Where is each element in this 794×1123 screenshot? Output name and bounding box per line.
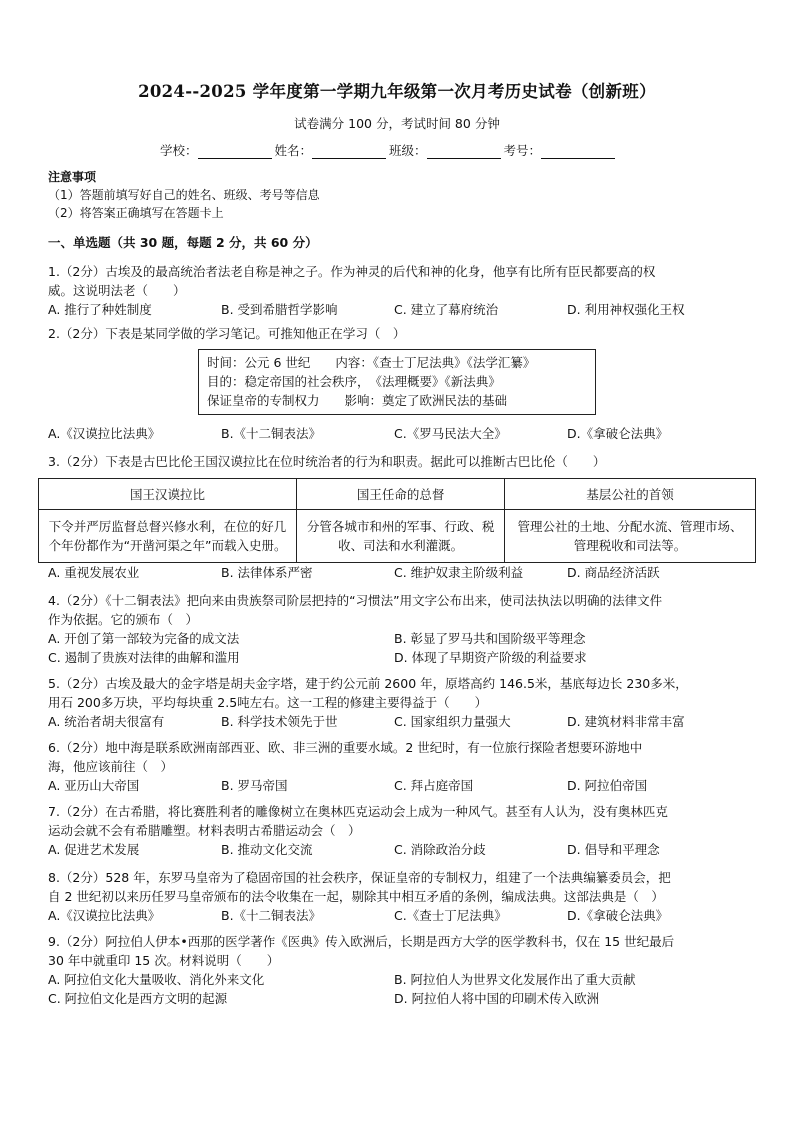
question-5	[48, 674, 748, 731]
option-a[interactable]: A. 亚历山大帝国	[48, 778, 140, 793]
question-stem: 4.（2分）《十二铜表法》把向来由贵族祭司阶层把持的“习惯法”用文字公布出来，使司法执法以明确的法律文件	[48, 593, 663, 608]
option-d[interactable]: D. 倡导和平理念	[567, 842, 660, 857]
options-row	[48, 776, 748, 795]
option-a[interactable]: A. 促进艺术发展	[48, 842, 140, 857]
option-b[interactable]: B. 科学技术领先于世	[221, 714, 338, 729]
option-b[interactable]: B. 推动文化交流	[221, 842, 313, 857]
question-4	[48, 591, 748, 667]
table-cell: 管理公社的土地、分配水流、管理市场、管理税收和司法等。	[505, 510, 756, 563]
option-a[interactable]: A. 开创了第一部较为完备的成文法	[48, 631, 240, 646]
table-header: 基层公社的首领	[505, 479, 756, 510]
question-stem: 1.（2分）古埃及的最高统治者法老自称是神之子。作为神灵的后代和神的化身，他享有比所有臣民都要高的权	[48, 264, 656, 279]
option-c[interactable]: C. 阿拉伯文化是西方文明的起源	[48, 991, 228, 1006]
option-b[interactable]: B. 彰显了罗马共和国阶级平等理念	[394, 631, 586, 646]
question-stem: 威。这说明法老（ ）	[48, 283, 186, 298]
option-d[interactable]: D.《拿破仑法典》	[567, 426, 669, 441]
question-2	[48, 324, 748, 343]
exam-number-blank[interactable]	[541, 146, 615, 159]
options-grid	[48, 629, 748, 667]
options-row	[48, 906, 748, 925]
question-stem: 作为依据。它的颁布（ ）	[48, 612, 199, 627]
student-info-line	[160, 141, 618, 159]
question-6	[48, 738, 748, 795]
name-blank[interactable]	[312, 146, 386, 159]
notes-block	[48, 168, 320, 222]
option-c[interactable]: C. 消除政治分歧	[394, 842, 486, 857]
note-line: 目的：稳定帝国的社会秩序， 《法理概要》《新法典》	[207, 374, 501, 389]
question-stem: 6.（2分）地中海是联系欧洲南部西亚、欧、非三洲的重要水域。2 世纪时，有一位旅行探险者想要环游地中	[48, 740, 643, 755]
table-cell: 下令并严厉监督总督兴修水利，在位的好几个年份都作为“开凿河渠之年”而载入史册。	[39, 510, 297, 563]
option-c[interactable]: C. 维护奴隶主阶级利益	[394, 565, 524, 580]
note-item: （2）将答案正确填写在答题卡上	[48, 206, 224, 220]
option-d[interactable]: D. 阿拉伯帝国	[567, 778, 648, 793]
option-c[interactable]: C. 国家组织力量强大	[394, 714, 511, 729]
question-8	[48, 868, 748, 925]
section-heading: 一、单选题（共 30 题，每题 2 分，共 60 分）	[48, 235, 318, 250]
option-d[interactable]: D. 利用神权强化王权	[567, 302, 685, 317]
option-a[interactable]: A. 推行了种姓制度	[48, 302, 152, 317]
question-stem: 3.（2分）下表是古巴比伦王国汉谟拉比在位时统治者的行为和职责。据此可以推断古巴比伦（ ）	[48, 454, 606, 469]
question-stem: 30 年中就重印 15 次。材料说明（ ）	[48, 953, 280, 968]
option-b[interactable]: B.《十二铜表法》	[221, 908, 322, 923]
question-stem: 8.（2分）528 年，东罗马皇帝为了稳固帝国的社会秩序，保证皇帝的专制权力，组建了一个法典编纂委员会，把	[48, 870, 671, 885]
exam-subtitle: 试卷满分 100 分，考试时间 80 分钟	[294, 116, 500, 131]
table-cell: 分管各城市和州的军事、行政、税收、司法和水利灌溉。	[297, 510, 505, 563]
table-header: 国王汉谟拉比	[39, 479, 297, 510]
options-row	[48, 300, 748, 319]
question-stem: 海，他应该前往（ ）	[48, 759, 174, 774]
table-header-row	[39, 479, 756, 510]
question-stem: 2.（2分）下表是某同学做的学习笔记。可推知他正在学习（ ）	[48, 326, 406, 341]
question-3-options	[48, 563, 748, 582]
class-label: 班级：	[389, 143, 427, 158]
option-b[interactable]: B. 法律体系严密	[221, 565, 313, 580]
note-item: （1）答题前填写好自己的姓名、班级、考号等信息	[48, 188, 320, 202]
page-title: 2024--2025 学年度第一学期九年级第一次月考历史试卷（创新班）	[138, 82, 656, 101]
study-note-box	[198, 349, 596, 415]
options-grid	[48, 970, 748, 1008]
option-b[interactable]: B. 罗马帝国	[221, 778, 288, 793]
option-c[interactable]: C. 遏制了贵族对法律的曲解和滥用	[48, 650, 240, 665]
option-d[interactable]: D. 体现了早期资产阶级的利益要求	[394, 650, 587, 665]
question-stem: 运动会就不会有希腊雕塑。材料表明古希腊运动会（ ）	[48, 823, 361, 838]
options-row	[48, 424, 748, 443]
options-row	[48, 563, 748, 582]
option-c[interactable]: C. 建立了幕府统治	[394, 302, 499, 317]
class-blank[interactable]	[427, 146, 501, 159]
option-b[interactable]: B.《十二铜表法》	[221, 426, 322, 441]
option-d[interactable]: D.《拿破仑法典》	[567, 908, 669, 923]
option-d[interactable]: D. 商品经济活跃	[567, 565, 660, 580]
option-a[interactable]: A.《汉谟拉比法典》	[48, 908, 161, 923]
option-b[interactable]: B. 受到希腊哲学影响	[221, 302, 338, 317]
question-stem: 7.（2分）在古希腊，将比赛胜利者的雕像树立在奥林匹克运动会上成为一种风气。甚至有人认为，没有奥林匹克	[48, 804, 668, 819]
note-line: 保证皇帝的专制权力 影响：奠定了欧洲民法的基础	[207, 393, 508, 408]
question-9	[48, 932, 748, 1008]
options-row	[48, 712, 748, 731]
option-c[interactable]: C. 拜占庭帝国	[394, 778, 474, 793]
option-c[interactable]: C.《罗马民法大全》	[394, 426, 507, 441]
option-a[interactable]: A. 重视发展农业	[48, 565, 140, 580]
option-b[interactable]: B. 阿拉伯人为世界文化发展作出了重大贡献	[394, 972, 636, 987]
options-row	[48, 840, 748, 859]
option-c[interactable]: C.《查士丁尼法典》	[394, 908, 507, 923]
table-row	[39, 510, 756, 563]
question-stem: 用石 200多万块，平均每块重 2.5吨左右。这一工程的修建主要得益于（ ）	[48, 695, 488, 710]
option-d[interactable]: D. 阿拉伯人将中国的印刷术传入欧洲	[394, 991, 600, 1006]
table-header: 国王任命的总督	[297, 479, 505, 510]
note-line: 时间：公元 6 世纪 内容：《查士丁尼法典》《法学汇纂》	[207, 355, 536, 370]
name-label: 姓名：	[274, 143, 313, 158]
question-7	[48, 802, 748, 859]
school-label: 学校：	[160, 143, 198, 158]
question-stem: 5.（2分）古埃及最大的金字塔是胡夫金字塔，建于约公元前 2600 年，原塔高约 146.5米，基底每边长 230多米，	[48, 676, 688, 691]
school-blank[interactable]	[198, 146, 272, 159]
exam-number-label: 考号：	[503, 143, 542, 158]
babylon-table	[38, 478, 756, 563]
question-2-options	[48, 424, 748, 443]
question-stem: 9.（2分）阿拉伯人伊本•西那的医学著作《医典》传入欧洲后，长期是西方大学的医学教科书，仅在 15 世纪最后	[48, 934, 675, 949]
question-3	[48, 452, 748, 471]
option-a[interactable]: A. 统治者胡夫很富有	[48, 714, 165, 729]
notes-heading: 注意事项	[48, 170, 97, 184]
question-1	[48, 262, 748, 319]
option-a[interactable]: A. 阿拉伯文化大量吸收、消化外来文化	[48, 972, 265, 987]
question-stem: 自 2 世纪初以来历任罗马皇帝颁布的法令收集在一起，剔除其中相互矛盾的条例，编成法典。这部法典是（ ）	[48, 889, 664, 904]
option-a[interactable]: A.《汉谟拉比法典》	[48, 426, 161, 441]
option-d[interactable]: D. 建筑材料非常丰富	[567, 714, 685, 729]
